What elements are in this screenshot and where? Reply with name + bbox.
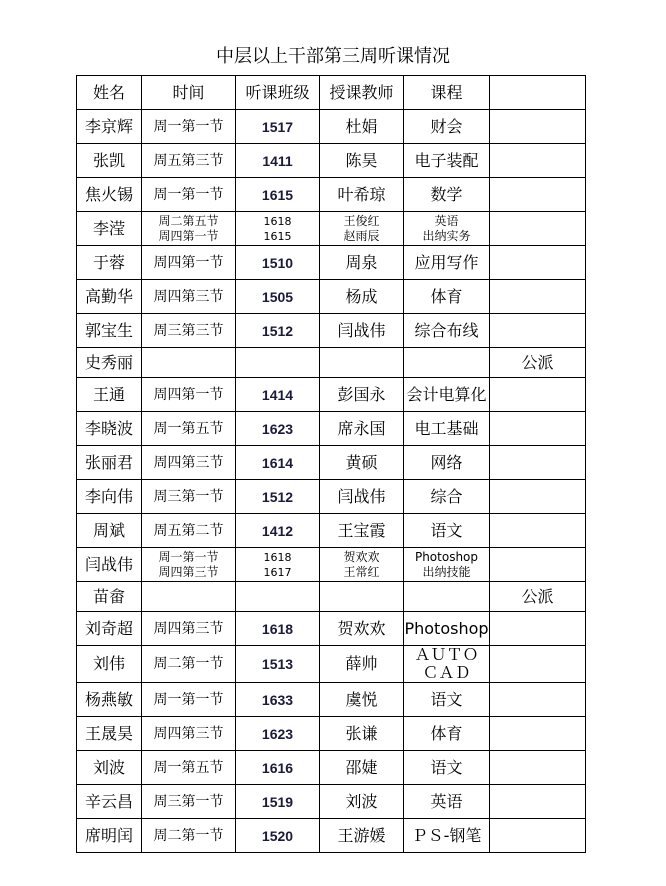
cell-course [404,582,490,612]
cell-class [236,378,320,412]
cell-time [142,280,236,314]
cell-course [404,280,490,314]
cell-teacher-line: 周泉 [345,252,378,272]
cell-teacher-line: 薛帅 [345,654,378,673]
cell-note [490,144,586,178]
cell-time-line: 周一第一节 [153,186,224,203]
cell-teacher-line: 王俊红 [343,213,380,228]
cell-name: 王晟昊 [77,717,142,751]
cell-note [490,646,586,683]
cell-time [142,582,236,612]
cell-class-line: 1520 [261,827,294,844]
cell-name: 李京辉 [77,110,142,144]
cell-note [490,612,586,646]
table-row [77,246,586,280]
cell-course [404,348,490,378]
cell-course [404,717,490,751]
cell-class [236,480,320,514]
cell-course [404,480,490,514]
cell-time [142,717,236,751]
cell-name: 高勤华 [77,280,142,314]
cell-time-line: 周四第三节 [153,725,224,742]
cell-time [142,751,236,785]
cell-course [404,378,490,412]
cell-course [404,246,490,280]
cell-teacher [320,683,404,717]
table-row [77,348,586,378]
header-teacher: 授课教师 [320,76,404,110]
cell-course-line: 数学 [430,184,463,204]
cell-course-line: 综合 [430,486,463,506]
cell-class [236,110,320,144]
cell-note [490,514,586,548]
cell-class [236,612,320,646]
cell-class [236,246,320,280]
cell-note [490,548,586,582]
table-row [77,178,586,212]
cell-teacher [320,612,404,646]
cell-class-line: 1623 [261,725,294,742]
cell-teacher-line: 席永国 [337,418,386,438]
cell-name: 王通 [77,378,142,412]
cell-teacher [320,280,404,314]
cell-time-line: 周三第一节 [153,793,224,810]
cell-time [142,348,236,378]
cell-note [490,785,586,819]
cell-class-line: 1616 [261,759,294,776]
cell-class [236,212,320,246]
cell-time [142,178,236,212]
cell-name: 刘伟 [77,646,142,683]
cell-time [142,548,236,582]
cell-name: 席明闰 [77,819,142,853]
cell-teacher [320,514,404,548]
cell-class-line: 1615 [263,229,292,243]
cell-teacher-line: 黄硕 [345,452,378,472]
cell-time-line: 周四第三节 [153,454,224,471]
table-row [77,314,586,348]
cell-name: 李滢 [77,212,142,246]
cell-teacher-line: 贺欢欢 [337,618,386,638]
cell-note [490,751,586,785]
cell-class-line: 1510 [261,254,294,271]
cell-note [490,683,586,717]
cell-class [236,582,320,612]
cell-teacher-line: 王宝霞 [337,520,386,540]
cell-note [490,480,586,514]
cell-teacher [320,378,404,412]
cell-teacher [320,144,404,178]
cell-class-line: 1412 [261,522,294,539]
cell-class-line: 1617 [263,565,292,579]
cell-class-line: 1618 [263,214,292,228]
table-row [77,751,586,785]
cell-course [404,212,490,246]
cell-course-line: 网络 [430,452,463,472]
table-row [77,646,586,683]
cell-time-line: 周二第五节 [158,213,219,228]
table-row [77,785,586,819]
cell-note [490,314,586,348]
cell-class-line: 1623 [261,420,294,437]
cell-name: 郭宝生 [77,314,142,348]
cell-class-line: 1633 [261,691,294,708]
cell-note [490,412,586,446]
cell-time [142,412,236,446]
cell-note: 公派 [490,582,586,612]
cell-note [490,446,586,480]
cell-teacher-line: 张谦 [345,723,378,743]
cell-class [236,446,320,480]
cell-teacher [320,314,404,348]
table-row [77,212,586,246]
cell-class-line: 1414 [261,386,294,403]
cell-teacher-line: 杨成 [345,286,378,306]
cell-name: 刘波 [77,751,142,785]
table-row [77,612,586,646]
cell-teacher-line: 叶希琼 [337,184,386,204]
cell-note [490,212,586,246]
cell-note [490,246,586,280]
cell-time-line: 周四第一节 [153,386,224,403]
cell-course-line: 英语 [434,213,459,228]
cell-teacher [320,646,404,683]
cell-course [404,314,490,348]
cell-time-line: 周一第一节 [158,549,219,564]
cell-note [490,717,586,751]
cell-class-line: 1615 [261,186,294,203]
cell-time-line: 周四第三节 [153,620,224,637]
cell-teacher [320,246,404,280]
cell-time-line: 周四第一节 [153,254,224,271]
cell-teacher [320,110,404,144]
cell-teacher [320,446,404,480]
cell-class-line: 1411 [262,152,293,169]
cell-name: 张丽君 [77,446,142,480]
cell-course-line: 应用写作 [414,252,479,272]
cell-time [142,683,236,717]
table-row [77,110,586,144]
cell-time [142,110,236,144]
cell-teacher-line: 陈昊 [345,150,378,170]
cell-note [490,378,586,412]
cell-course-line: 体育 [430,723,463,743]
cell-name: 张凯 [77,144,142,178]
cell-class-line: 1618 [261,620,294,637]
cell-course-line: 语文 [430,689,463,709]
table-row [77,683,586,717]
header-row [77,76,586,110]
cell-class [236,751,320,785]
cell-name: 辛云昌 [77,785,142,819]
cell-time [142,314,236,348]
cell-name: 史秀丽 [77,348,142,378]
cell-note [490,110,586,144]
cell-name: 焦火锡 [77,178,142,212]
header-name: 姓名 [77,76,142,110]
cell-class [236,717,320,751]
table-row [77,280,586,314]
cell-time-line: 周四第三节 [153,288,224,305]
cell-class [236,548,320,582]
cell-course [404,548,490,582]
cell-note [490,178,586,212]
cell-class-line: 1505 [261,288,294,305]
header-course: 课程 [404,76,490,110]
cell-time [142,819,236,853]
cell-time [142,480,236,514]
cell-teacher [320,412,404,446]
cell-time [142,646,236,683]
cell-course-line: 语文 [430,520,463,540]
cell-course [404,110,490,144]
cell-class [236,144,320,178]
cell-note [490,819,586,853]
cell-course-line: 综合布线 [414,320,479,340]
cell-time-line: 周一第五节 [153,420,224,437]
cell-teacher [320,480,404,514]
cell-time-line: 周五第二节 [153,522,224,539]
cell-course [404,785,490,819]
cell-note [490,280,586,314]
cell-course-line: 英语 [430,791,463,811]
cell-name: 苗畲 [77,582,142,612]
cell-time [142,144,236,178]
cell-time [142,446,236,480]
cell-class-line: 1614 [261,454,294,471]
cell-time-line: 周一第一节 [153,691,224,708]
cell-name: 李向伟 [77,480,142,514]
table-row [77,582,586,612]
table-row [77,819,586,853]
cell-teacher-line: 闫战伟 [337,320,386,340]
cell-course [404,683,490,717]
cell-teacher [320,785,404,819]
cell-teacher [320,548,404,582]
cell-course-line: ＰＳ-钢笔 [411,825,482,845]
cell-course [404,646,490,683]
header-note [490,76,586,110]
table-row [77,412,586,446]
cell-name: 闫战伟 [77,548,142,582]
cell-course-line: 出纳实务 [422,228,471,243]
table-row [77,446,586,480]
cell-course [404,612,490,646]
cell-course-line: 出纳技能 [422,564,471,579]
cell-course [404,514,490,548]
cell-time-line: 周二第一节 [153,656,224,672]
cell-course-line: 电子装配 [414,150,479,170]
cell-time [142,612,236,646]
table-row [77,717,586,751]
cell-class [236,314,320,348]
table-row [77,144,586,178]
cell-teacher [320,819,404,853]
table-row [77,480,586,514]
cell-class-line: 1512 [261,488,294,505]
cell-course-line: 语文 [430,757,463,777]
schedule-table [76,75,586,853]
cell-class [236,412,320,446]
cell-time-line: 周四第三节 [158,564,219,579]
cell-class [236,646,320,683]
page-title: 中层以上干部第三周听课情况 [216,46,450,67]
cell-name: 刘奇超 [77,612,142,646]
cell-time-line: 周四第一节 [158,228,219,243]
cell-class-line: 1513 [261,656,294,672]
cell-course [404,178,490,212]
cell-class [236,683,320,717]
table-row [77,378,586,412]
cell-time [142,246,236,280]
cell-teacher [320,178,404,212]
table-row [77,514,586,548]
cell-time [142,514,236,548]
cell-class-line: 1512 [261,322,294,339]
cell-teacher-line: 王常红 [343,564,380,579]
cell-name: 周斌 [77,514,142,548]
cell-time-line: 周一第五节 [153,759,224,776]
cell-name: 李晓波 [77,412,142,446]
cell-course-line: Photoshop [414,549,479,564]
table-row [77,548,586,582]
cell-course-line: 财会 [430,116,463,136]
cell-time-line: 周五第三节 [153,152,224,169]
header-time: 时间 [142,76,236,110]
cell-course [404,412,490,446]
cell-teacher [320,582,404,612]
cell-time [142,378,236,412]
cell-course [404,144,490,178]
cell-teacher-line: 邵婕 [345,757,378,777]
cell-class [236,348,320,378]
cell-time [142,785,236,819]
cell-teacher-line: 刘波 [345,791,378,811]
header-class: 听课班级 [236,76,320,110]
cell-class [236,819,320,853]
cell-teacher [320,212,404,246]
cell-course-line: 会计电算化 [406,384,487,404]
cell-name: 于蓉 [77,246,142,280]
cell-teacher-line: 虞悦 [345,689,378,709]
cell-course [404,819,490,853]
cell-teacher [320,751,404,785]
cell-class [236,514,320,548]
cell-course [404,446,490,480]
cell-teacher-line: 贺欢欢 [343,549,380,564]
cell-teacher-line: 赵雨辰 [343,228,380,243]
cell-teacher-line: 闫战伟 [337,486,386,506]
cell-course-line: 电工基础 [414,418,479,438]
cell-class-line: 1618 [263,550,292,564]
cell-name: 杨燕敏 [77,683,142,717]
cell-time [142,212,236,246]
cell-note: 公派 [490,348,586,378]
cell-teacher-line: 杜娟 [345,116,378,136]
cell-teacher [320,717,404,751]
cell-time-line: 周二第一节 [153,827,224,844]
cell-class [236,280,320,314]
cell-teacher-line: 王游媛 [337,825,386,845]
cell-course [404,751,490,785]
cell-class [236,785,320,819]
cell-teacher-line: 彭国永 [337,384,386,404]
cell-time-line: 周一第一节 [153,118,224,135]
cell-class-line: 1519 [261,793,294,810]
cell-course-line: ＡＵＴＯ ＣＡＤ [414,645,479,682]
cell-class [236,178,320,212]
cell-course-line: Photoshop [404,618,489,638]
cell-class-line: 1517 [261,118,294,135]
cell-course-line: 体育 [430,286,463,306]
cell-time-line: 周三第三节 [153,322,224,339]
cell-teacher [320,348,404,378]
cell-time-line: 周三第一节 [153,488,224,505]
